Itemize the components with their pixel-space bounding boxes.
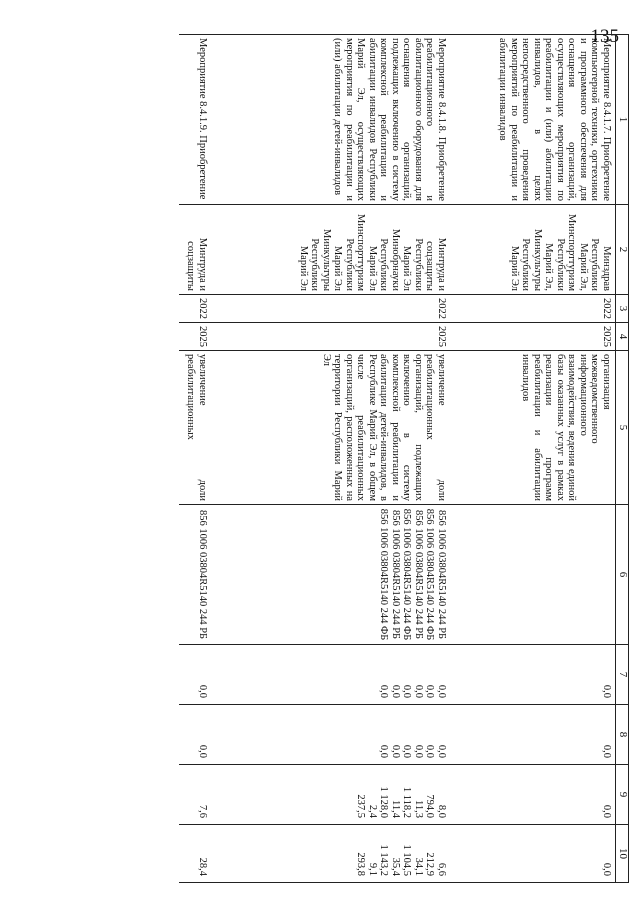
value: 0,0: [401, 744, 413, 758]
value-col9: [211, 765, 450, 825]
value: 34,1: [413, 857, 424, 876]
executor-line: Минздрав Республики Марий Эл,: [578, 238, 612, 291]
value: 11,4: [390, 800, 401, 818]
column-header: 7: [616, 645, 629, 705]
value: 0,0: [378, 684, 390, 698]
value: 0,0: [197, 744, 208, 758]
value: 8,0: [436, 804, 447, 818]
column-header: 10: [616, 825, 629, 883]
executor-line: Минтруда и соцзащиты Республики Марий Эл: [401, 237, 447, 291]
kbk-cell: [450, 505, 616, 645]
kbk-code: 856 1006 03804R5140 244 РБ: [413, 509, 424, 640]
value: 0,0: [601, 804, 612, 818]
executor-line: Минтруда и соцзащиты: [185, 237, 208, 291]
executor-line: Минобрнауки Республики Марий Эл: [367, 228, 401, 291]
value: 0,0: [601, 744, 612, 758]
executor-cell: [211, 205, 450, 295]
value: 212,9: [424, 852, 436, 876]
end-year-cell: 2025: [450, 323, 616, 351]
executor-line: Минспорттуризм Республики Марий Эл,: [543, 213, 578, 291]
value: 1 143,2: [378, 844, 390, 876]
value: 1 104,5: [401, 844, 413, 876]
value: 1 128,0: [378, 786, 390, 818]
column-header: 3: [616, 295, 629, 323]
value: 0,0: [436, 684, 447, 698]
value: 0,0: [413, 684, 424, 698]
column-header: 5: [616, 351, 629, 505]
executor-line: Минкультуры Республики Марий Эл: [298, 229, 332, 291]
budget-table: [179, 34, 629, 883]
table-row: [450, 35, 616, 883]
column-header: 1: [616, 35, 629, 205]
executor-cell: [179, 205, 211, 295]
kbk-code: 856 1006 03804R5140 244 ФБ: [424, 508, 436, 641]
value: 6,6: [436, 862, 447, 876]
end-year-cell: 2025: [179, 323, 211, 351]
value: 0,0: [436, 744, 447, 758]
value: 7,6: [197, 804, 208, 818]
value: 293,8: [355, 852, 367, 876]
value: 0,0: [601, 862, 612, 876]
value-col7: [450, 645, 616, 705]
value: 794,0: [424, 794, 436, 818]
value: 237,5: [355, 794, 367, 818]
executor-line: Минспорттуризм Республики Марий Эл: [332, 213, 367, 291]
header-row: [616, 35, 629, 883]
start-year-cell: 2022: [179, 295, 211, 323]
executor-cell: [450, 205, 616, 295]
executor-line: Минкультуры Республики Марий Эл: [509, 229, 543, 291]
kbk-code: 856 1006 03804R5140 244 РБ: [390, 509, 401, 640]
kbk-code: 856 1006 03804R5140 244 ФБ: [401, 508, 413, 641]
value: 0,0: [424, 744, 436, 758]
column-header: 8: [616, 705, 629, 765]
column-header: 6: [616, 505, 629, 645]
value: 0,0: [197, 684, 208, 698]
start-year-cell: 2022: [211, 295, 450, 323]
value: 11,3: [413, 800, 424, 818]
value-col10: [450, 825, 616, 883]
kbk-code: 856 1006 03804R5140 244 ФБ: [378, 508, 390, 641]
value: 0,0: [401, 684, 413, 698]
result-cell: организация межведомственного информационного взаимодействия, ведения единой базы оказанных услуг в рамках реализации программ реабилитации и абилитации инвалидов: [450, 351, 616, 505]
value: 0,0: [390, 684, 401, 698]
value: 0,0: [601, 684, 612, 698]
measure-cell: Мероприятие 8.4.1.7. Приобретение компьютерной техники, оргтехники и программного обеспечения для оснащения организаций, осуществляющих мероприятия по реабилитации и (или) абилитации инвалидов, в целях непосредственного проведения мероприятий по реабилитации и абилитации инвалидов: [450, 35, 616, 205]
kbk-cell: [179, 505, 211, 645]
start-year-cell: 2022: [450, 295, 616, 323]
table-row: [211, 35, 450, 883]
measure-cell: Мероприятие 8.4.1.9. Приобретение: [179, 35, 211, 205]
value: 0,0: [424, 684, 436, 698]
value: 0,0: [413, 744, 424, 758]
value-col7: [211, 645, 450, 705]
value: 35,4: [390, 857, 401, 876]
end-year-cell: 2025: [211, 323, 450, 351]
column-header: 9: [616, 765, 629, 825]
kbk-code: 856 1006 03804R5140 244 РБ: [197, 509, 208, 640]
rotated-table-container: [145, 34, 629, 882]
result-cell: увеличение доли реабилитационных: [179, 351, 211, 505]
column-header: 2: [616, 205, 629, 295]
measure-cell: Мероприятие 8.4.1.8. Приобретение реабилитационного и абилитационного оборудования для оснащения организаций, подлежащих включению в систему комплексной реабилитации и абилитации инвалидов Республики Марий Эл, осуществляющих мероприятия по реабилитации и (или) абилитации детей-инвалидов: [211, 35, 450, 205]
value: 9,1: [367, 862, 378, 876]
column-header: 4: [616, 323, 629, 351]
value-col8: [179, 705, 211, 765]
result-cell: увеличение доли реабилитационных организаций, подлежащих включению в систему комплексной реабилитации и абилитации детей-инвалидов, в Республике Марий Эл, в общем числе реабилитационных организаций, расположенных на территории Республики Марий Эл: [211, 351, 450, 505]
value: 0,0: [378, 744, 390, 758]
value-col7: [179, 645, 211, 705]
value-col8: [211, 705, 450, 765]
value-col8: [450, 705, 616, 765]
value: 1 118,2: [401, 786, 413, 818]
kbk-code: 856 1006 03804R5140 244 РБ: [436, 509, 447, 640]
value: 28,4: [197, 857, 208, 876]
value-col9: [450, 765, 616, 825]
value-col9: [179, 765, 211, 825]
value: 2,4: [367, 804, 378, 818]
value-col10: [179, 825, 211, 883]
value: 0,0: [390, 744, 401, 758]
page-number: 135: [590, 26, 619, 47]
value-col10: [211, 825, 450, 883]
kbk-cell: [211, 505, 450, 645]
table-row: [179, 35, 211, 883]
